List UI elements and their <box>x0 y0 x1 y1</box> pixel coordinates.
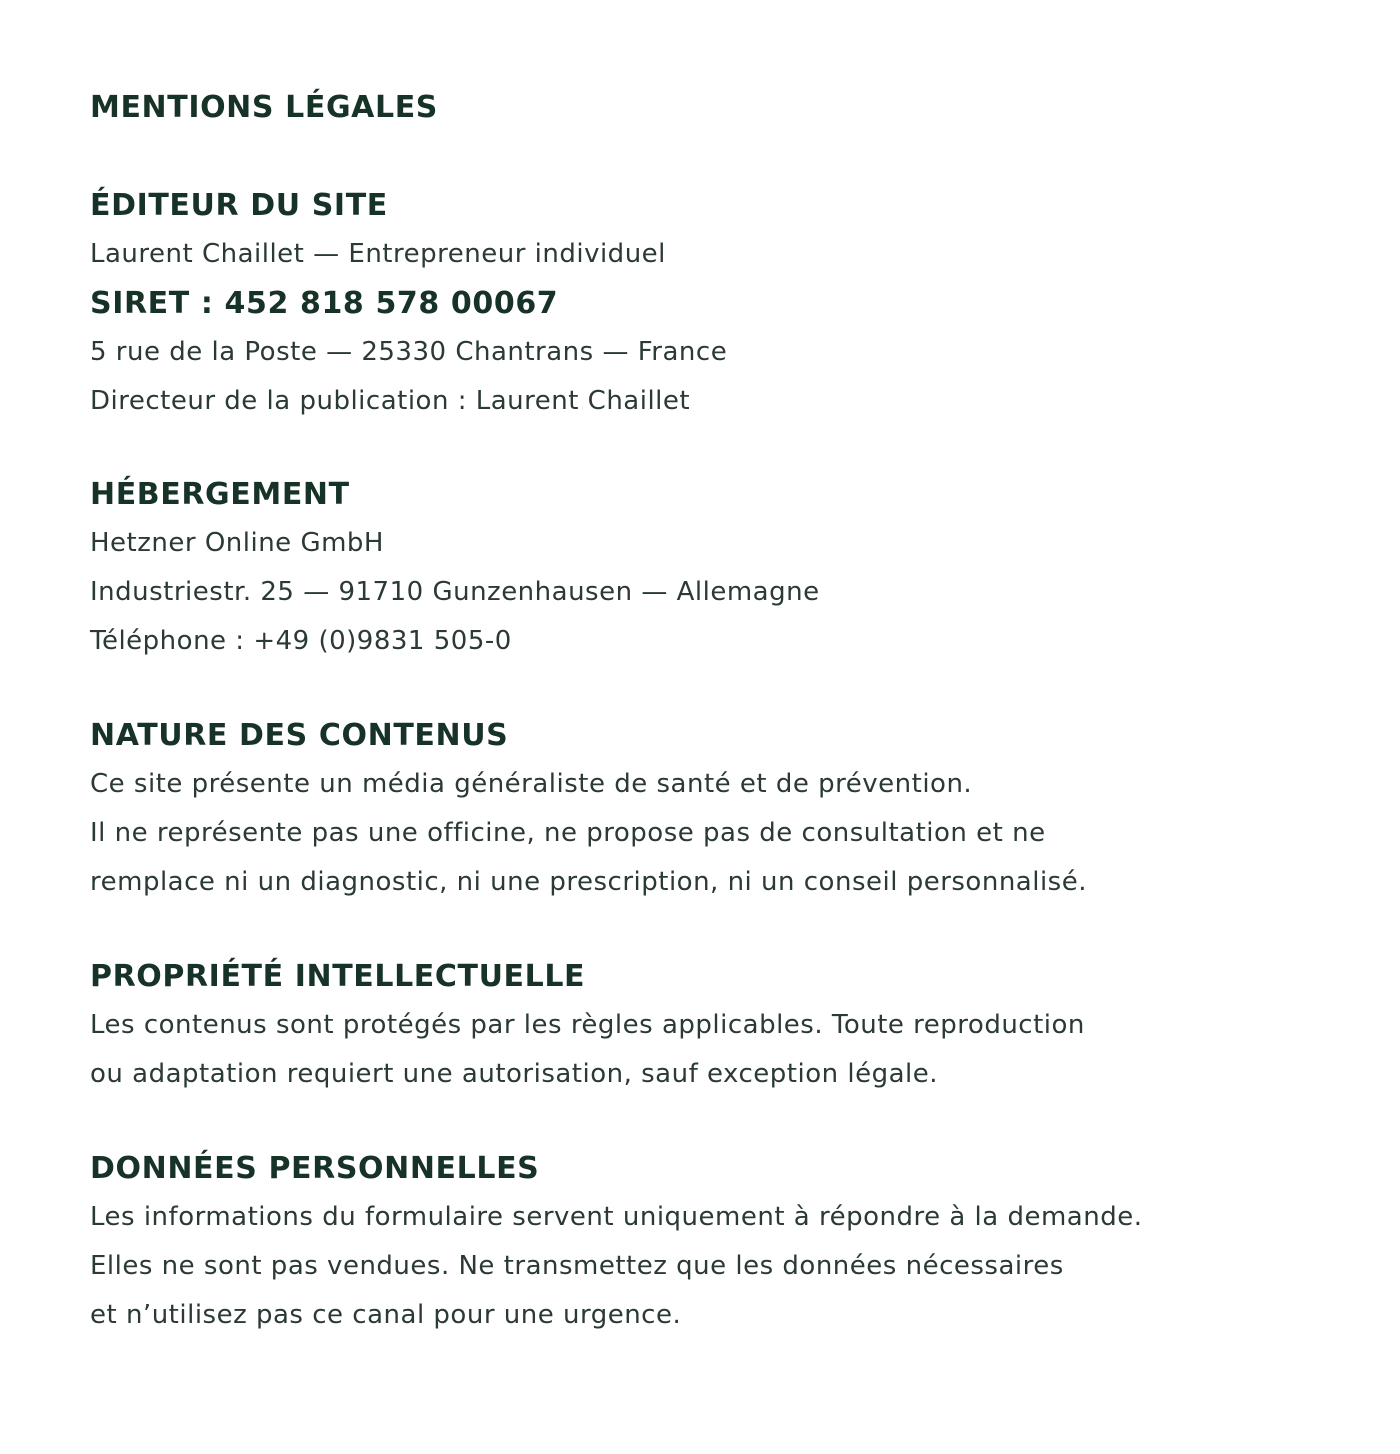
section-heading-nature: NATURE DES CONTENUS <box>90 718 509 753</box>
section-heading-donnees: DONNÉES PERSONNELLES <box>90 1151 540 1186</box>
section-hebergement <box>90 475 1310 666</box>
nature-line-3: remplace ni un diagnostic, ni une prescription, ni un conseil personnalisé. <box>90 867 1087 897</box>
donnees-line-3: et n’utilisez pas ce canal pour une urgence. <box>90 1300 682 1330</box>
hebergement-host-line: Hetzner Online GmbH <box>90 528 384 558</box>
section-editeur <box>90 186 1310 426</box>
propriete-line-1: Les contenus sont protégés par les règles applicables. Toute reproduction <box>90 1010 1085 1040</box>
propriete-line-2: ou adaptation requiert une autorisation, sauf exception légale. <box>90 1059 938 1089</box>
hebergement-phone-line: Téléphone : +49 (0)9831 505-0 <box>90 626 512 656</box>
section-propriete <box>90 957 1310 1099</box>
editeur-name-line: Laurent Chaillet — Entrepreneur individuel <box>90 239 666 269</box>
section-nature <box>90 716 1310 907</box>
nature-line-1: Ce site présente un média généraliste de santé et de prévention. <box>90 769 973 799</box>
section-heading-propriete: PROPRIÉTÉ INTELLECTUELLE <box>90 959 586 994</box>
editeur-siret-line: SIRET : 452 818 578 00067 <box>90 286 559 321</box>
section-heading-editeur: ÉDITEUR DU SITE <box>90 188 388 223</box>
nature-line-2: Il ne représente pas une officine, ne propose pas de consultation et ne <box>90 818 1046 848</box>
donnees-line-2: Elles ne sont pas vendues. Ne transmettez que les données nécessaires <box>90 1251 1064 1281</box>
section-donnees <box>90 1149 1310 1340</box>
editeur-director-line: Directeur de la publication : Laurent Chaillet <box>90 386 691 416</box>
page-title: MENTIONS LÉGALES <box>90 90 439 125</box>
editeur-address-line: 5 rue de la Poste — 25330 Chantrans — France <box>90 337 728 367</box>
donnees-line-1: Les informations du formulaire servent uniquement à répondre à la demande. <box>90 1202 1143 1232</box>
section-heading-hebergement: HÉBERGEMENT <box>90 477 350 512</box>
hebergement-address-line: Industriestr. 25 — 91710 Gunzenhausen — Allemagne <box>90 577 820 607</box>
